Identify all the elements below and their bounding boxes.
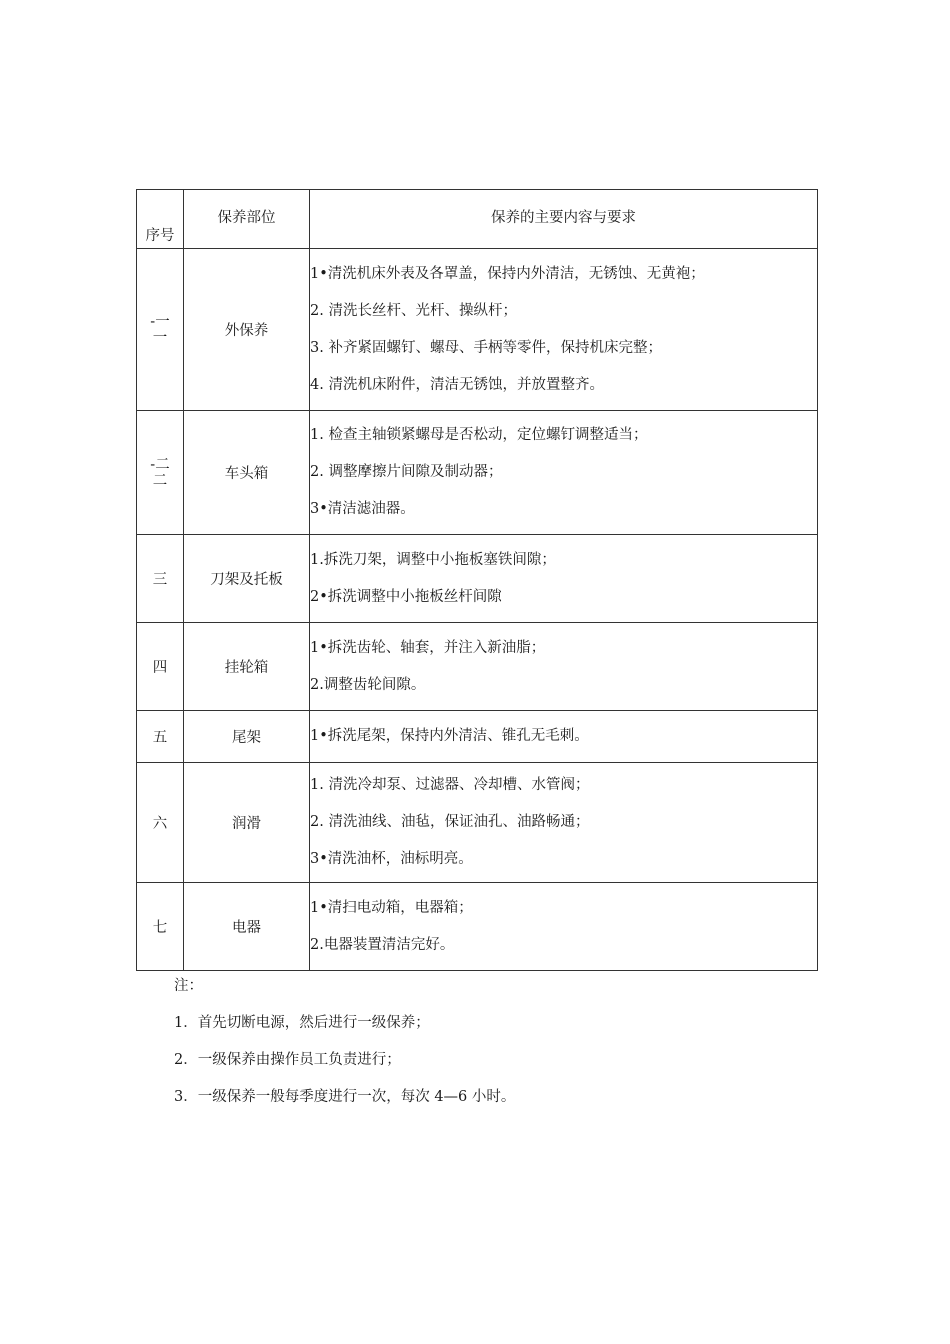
row-content [310, 711, 818, 763]
note-item: 2．一级保养由操作员工负责进行； [174, 1052, 401, 1068]
row-num: 六 [137, 763, 184, 883]
content-line: 2. 清洗长丝杆、光杆、操纵杆； [310, 302, 517, 319]
row-part: 车头箱 [184, 411, 310, 535]
notes-section [174, 968, 515, 1116]
content-line: 3. 补齐紧固螺钉、螺母、手柄等零件，保持机床完整； [310, 339, 662, 356]
row-part: 挂轮箱 [184, 623, 310, 711]
row-part: 刀架及托板 [184, 535, 310, 623]
table-row [137, 411, 818, 535]
header-part: 保养部位 [184, 190, 310, 249]
row-content [310, 623, 818, 711]
row-content [310, 411, 818, 535]
row-num: 三 [137, 535, 184, 623]
content-line: 1•拆洗齿轮、轴套，并注入新油脂； [310, 639, 546, 656]
table-row [137, 249, 818, 411]
table-row [137, 763, 818, 883]
header-content: 保养的主要内容与要求 [310, 190, 818, 249]
row-num-line: -一 [150, 313, 170, 330]
row-num-line: 二 [152, 472, 168, 489]
table-row [137, 623, 818, 711]
row-num: 七 [137, 883, 184, 971]
content-line: 2. 调整摩擦片间隙及制动器； [310, 464, 503, 480]
header-num: 序号 [137, 190, 184, 249]
content-line: 2.调整齿轮间隙。 [310, 676, 426, 693]
row-num [137, 249, 184, 411]
content-line: 4. 清洗机床附件，清洁无锈蚀，并放置整齐。 [310, 376, 604, 393]
table-row [137, 711, 818, 763]
content-line: 1. 清洗冷却泵、过滤器、冷却槽、水管阀； [310, 777, 590, 793]
content-line: 3•清洁滤油器。 [310, 501, 415, 517]
table-row [137, 883, 818, 971]
row-part: 尾架 [184, 711, 310, 763]
table-row [137, 535, 818, 623]
table-header-row [137, 190, 818, 249]
row-num-line: -二 [150, 456, 170, 473]
content-line: 2•拆洗调整中小拖板丝杆间隙 [310, 588, 502, 605]
content-line: 1•清洗机床外表及各罩盖，保持内外清洁，无锈蚀、无黄袍； [310, 265, 705, 282]
row-content [310, 249, 818, 411]
content-line: 1.拆洗刀架，调整中小拖板塞铁间隙； [310, 551, 556, 568]
content-line: 3•清洗油杯，油标明亮。 [310, 851, 473, 867]
row-content [310, 883, 818, 971]
content-line: 1•清扫电动箱，电器箱； [310, 899, 473, 916]
row-content [310, 763, 818, 883]
content-line: 1. 检查主轴锁紧螺母是否松动，定位螺钉调整适当； [310, 427, 648, 443]
row-num-line: 一 [152, 329, 168, 346]
row-num: 五 [137, 711, 184, 763]
maintenance-table [136, 189, 818, 971]
note-item: 1．首先切断电源，然后进行一级保养； [174, 1015, 430, 1031]
row-part: 外保养 [184, 249, 310, 411]
row-num [137, 411, 184, 535]
content-line: 1•拆洗尾架，保持内外清洁、锥孔无毛刺。 [310, 728, 589, 744]
row-part: 电器 [184, 883, 310, 971]
content-line: 2. 清洗油线、油毡，保证油孔、油路畅通； [310, 814, 590, 830]
note-item: 3．一级保养一般每季度进行一次，每次 4—6 小时。 [174, 1089, 516, 1105]
row-content [310, 535, 818, 623]
row-part: 润滑 [184, 763, 310, 883]
row-num: 四 [137, 623, 184, 711]
content-line: 2.电器装置清洁完好。 [310, 936, 455, 953]
notes-title: 注： [174, 978, 203, 994]
